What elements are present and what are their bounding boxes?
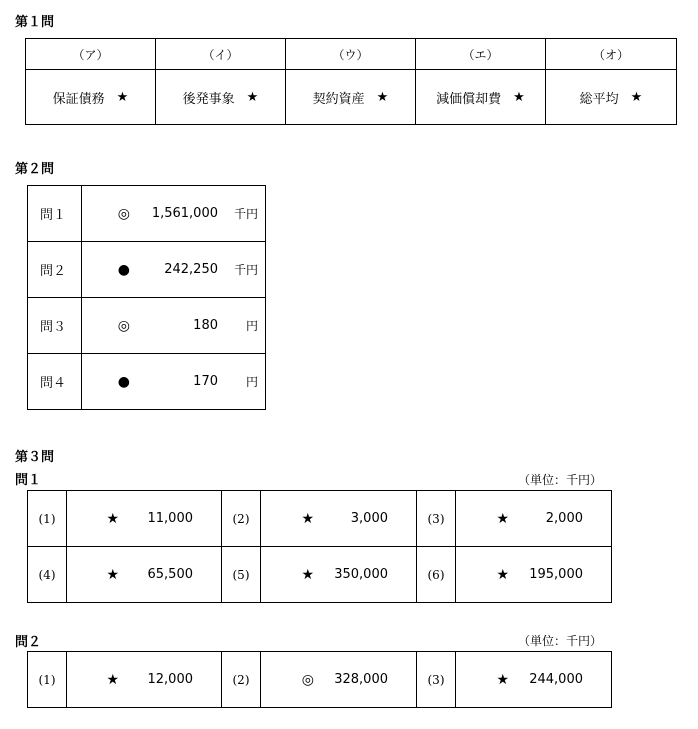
item-label: (3): [417, 652, 456, 708]
item-label: (2): [222, 652, 261, 708]
star-mark: ★: [496, 510, 509, 527]
q1-answer-text: 保証債務: [52, 91, 105, 107]
q2-row-value: 1,561,000: [151, 206, 218, 221]
item-value-cell: [456, 491, 612, 547]
item-value: 11,000: [147, 511, 193, 526]
item-value: 328,000: [334, 672, 388, 687]
star-mark: ★: [116, 89, 129, 105]
q2-row-value-cell: [82, 354, 266, 410]
star-mark: ★: [496, 671, 509, 688]
star-mark: ★: [106, 566, 119, 583]
item-label: (1): [28, 652, 67, 708]
q2-row-value-cell: [82, 186, 266, 242]
item-value-cell: [67, 491, 222, 547]
star-mark: ★: [301, 510, 314, 527]
star-mark: ★: [246, 89, 259, 105]
star-mark: ★: [376, 89, 389, 105]
q3-part2-unit-note: （単位：千円）: [517, 634, 602, 648]
item-value-cell: [67, 547, 222, 603]
star-mark: ★: [513, 89, 525, 105]
q1-answer-cell: [286, 70, 416, 125]
q2-row: [28, 186, 266, 242]
q3-part1-unit-note: （単位：千円）: [517, 473, 602, 487]
q1-header-i: （イ）: [156, 39, 286, 70]
q3-part2-title: 問２: [15, 635, 42, 650]
item-label: (6): [417, 547, 456, 603]
q3-part1-row: [28, 491, 612, 547]
q1-answer-row: [26, 70, 677, 125]
q1-header-row: [26, 39, 677, 70]
double-circle-mark: ◎: [301, 671, 314, 688]
item-value: 3,000: [350, 511, 388, 526]
q1-answer-cell: [156, 70, 286, 125]
q3-part1-table: [27, 490, 612, 603]
item-label: (4): [28, 547, 67, 603]
star-mark: ★: [106, 510, 119, 527]
q2-row-value: 170: [193, 374, 218, 389]
q2-row-unit: 円: [245, 319, 258, 333]
q1-header-a: （ア）: [26, 39, 156, 70]
q2-row-value-cell: [82, 298, 266, 354]
star-mark: ★: [301, 566, 314, 583]
q3-part2-row: [28, 652, 612, 708]
q2-row-label: 問１: [28, 186, 82, 242]
q3-part2-table: [27, 651, 612, 708]
item-value: 350,000: [334, 567, 388, 582]
item-value-cell: [67, 652, 222, 708]
q1-answer-cell: [546, 70, 677, 125]
double-circle-mark: ◎: [117, 205, 130, 222]
q3-part1-title: 問１: [15, 473, 42, 488]
item-label: (1): [28, 491, 67, 547]
q3-title: 第３問: [15, 450, 55, 465]
q2-row-value: 242,250: [164, 262, 218, 277]
q1-answer-cell: [26, 70, 156, 125]
q1-answer-text: 減価償却費: [436, 91, 502, 107]
q2-row: [28, 242, 266, 298]
item-value: 2,000: [545, 511, 583, 526]
q1-answer-text: 契約資産: [312, 91, 365, 107]
q1-header-u: （ウ）: [286, 39, 416, 70]
q1-answer-cell: [416, 70, 546, 125]
q2-row-unit: 千円: [233, 263, 258, 277]
item-value: 244,000: [529, 672, 583, 687]
q2-row-value-cell: [82, 242, 266, 298]
filled-circle-mark: ●: [117, 373, 130, 390]
q1-answer-text: 後発事象: [182, 91, 235, 107]
star-mark: ★: [106, 671, 119, 688]
item-value-cell: [456, 652, 612, 708]
filled-circle-mark: ●: [117, 261, 130, 278]
item-value-cell: [261, 547, 417, 603]
q2-row-label: 問４: [28, 354, 82, 410]
item-value-cell: [456, 547, 612, 603]
q1-title: 第１問: [15, 15, 55, 30]
item-label: (3): [417, 491, 456, 547]
q2-row: [28, 298, 266, 354]
q2-answer-table: [27, 185, 266, 410]
q2-row: [28, 354, 266, 410]
star-mark: ★: [630, 89, 643, 105]
double-circle-mark: ◎: [117, 317, 130, 334]
item-label: (5): [222, 547, 261, 603]
q1-answer-table: [25, 38, 677, 125]
q2-row-label: 問２: [28, 242, 82, 298]
item-value-cell: [261, 491, 417, 547]
q2-row-label: 問３: [28, 298, 82, 354]
item-value: 65,500: [147, 567, 193, 582]
q2-title: 第２問: [15, 162, 55, 177]
q1-answer-text: 総平均: [579, 91, 619, 107]
q1-header-e: （エ）: [416, 39, 546, 70]
q2-row-value: 180: [193, 318, 218, 333]
q2-row-unit: 千円: [233, 207, 258, 221]
q2-row-unit: 円: [245, 375, 258, 389]
item-label: (2): [222, 491, 261, 547]
item-value-cell: [261, 652, 417, 708]
item-value: 12,000: [147, 672, 193, 687]
star-mark: ★: [496, 566, 509, 583]
q1-header-o: （オ）: [546, 39, 677, 70]
q3-part1-row: [28, 547, 612, 603]
item-value: 195,000: [529, 567, 583, 582]
